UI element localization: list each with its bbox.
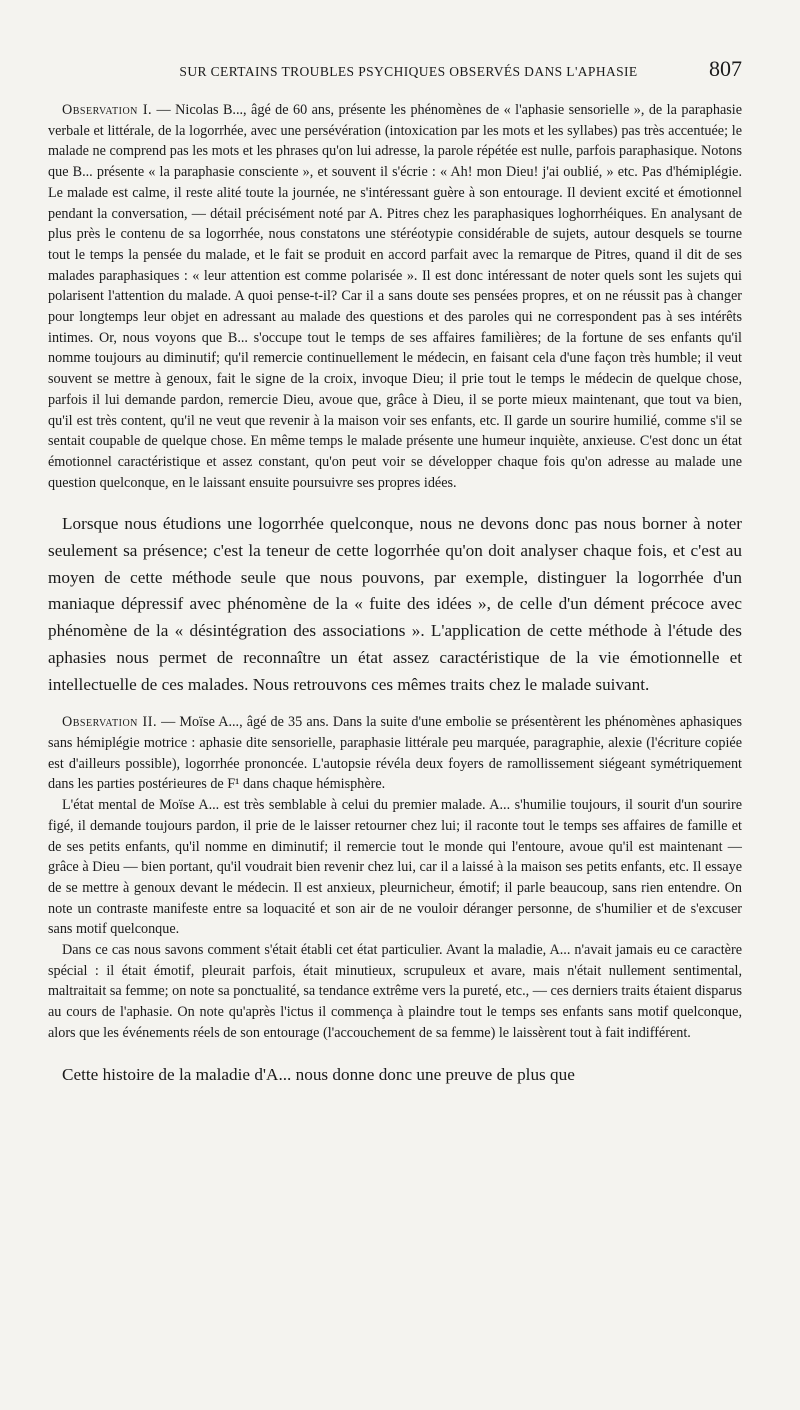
page	[48, 56, 742, 1088]
running-head	[48, 56, 742, 92]
observation-2-text: — Moïse A..., âgé de 35 ans. Dans la suite d'une embolie se présentèrent les phénomènes aphasiques sans hémiplégie motrice : aphasie dite sensorielle, paraphasie littérale peu marquée, paragraphie, alexie (l'écriture copiée est d'ailleurs possible), logorrhée prononcée. L'autopsie révéla deux foyers de ramollissement siégeant symétriquement dans les parties postérieures de F¹ dans chaque hémisphère.	[48, 714, 742, 793]
running-title: SUR CERTAINS TROUBLES PSYCHIQUES OBSERVÉS DANS L'APHASIE	[179, 64, 638, 79]
observation-1-text: — Nicolas B..., âgé de 60 ans, présente les phénomènes de « l'aphasie sensorielle », de la paraphasie verbale et littérale, de la logorrhée, avec une persévération (intoxication par les mots et les syllabes) pas très accentuée; le malade ne comprend pas les mots et les phrases qu'on lui adresse, la parole répétée est nulle, parfois paraphasique. Notons que B... présente « la paraphasie consciente », et souvent il s'écrie : « Ah! mon Dieu! j'ai oublié, » etc. Pas d'hémiplégie. Le malade est calme, il reste alité toute la journée, ne s'intéressant guère à son entourage. Il devient excité et émotionnel pendant la conversation, — détail précisément noté par A. Pitres chez les paraphasiques loghorrhéiques. En analysant de plus près le contenu de sa logorrhée, nous constatons une stéréotypie considérable de sujets, autour desquels se tourne tout le temps la pensée du malade, et le fait se produit en accord parfait avec la remarque de Pitres, quand il dit de ses malades paraphasiques : « leur attention est comme polarisée ». Il est donc intéressant de noter quels sont les sujets qui polarisent l'attention du malade. A quoi pense-t-il? Car il a sans doute ses pensées propres, et on ne réussit pas à changer pour longtemps leur objet en adressant au malade des questions et des paroles qui ne correspondent pas à ses intérêts intimes. Or, nous voyons que B... s'occupe tout le temps de ses affaires familières; de la fortune de ses enfants qu'il nomme toujours au diminutif; qu'il remercie continuellement le médecin, en faisant cela d'une façon très humble; il veut souvent se mettre à genoux, fait le signe de la croix, invoque Dieu; il prie tout le temps le médecin de quelque chose, parfois il lui demande pardon, remercie Dieu, avoue que, grâce à Dieu, il se porte mieux maintenant, que tout va bien, qu'il est très content, qu'il ne veut que revenir à la maison voir ses enfants, etc. Il garde un sourire humilié, comme s'il se sentait coupable de quelque chose. En même temps le malade présente une humeur inquiète, anxieuse. C'est donc un état émotionnel caractéristique et assez constant, qu'on peut voir se développer chaque fois qu'on adresse au malade une question quelconque, en le laissant ensuite poursuivre ses propres idées.	[48, 102, 743, 491]
observation-2-p1	[48, 712, 742, 795]
observation-2-label: Observation II.	[62, 714, 157, 731]
observation-1-label: Observation I.	[62, 102, 153, 118]
observation-2-p2: L'état mental de Moïse A... est très semblable à celui du premier malade. A... s'humilie toujours, il sourit d'un sourire figé, il demande toujours pardon, il prie de le laisser retourner chez lui; il raconte tout le temps ses affaires de famille et de ses petits enfants, qu'il nomme en diminutif; il remercie tout le monde qui l'entoure, avoue qu'il est maintenant — grâce à Dieu — bien portant, qu'il voudrait bien revenir chez lui, car il a laissé à la maison ses petits enfants, etc. Il essaye de se mettre à genoux devant le médecin. Il est anxieux, pleurnicheur, émotif; il parle beaucoup, sans rien entendre. On note un contraste manifeste entre sa loquacité et son air de ne vouloir déranger personne, de s'humilier et de s'excuser sans motif quelconque.	[48, 797, 742, 938]
page-number: 807	[709, 56, 742, 81]
final-paragraph: Cette histoire de la maladie d'A... nous donne donc une preuve de plus que	[62, 1064, 575, 1084]
observation-1	[48, 100, 742, 493]
main-paragraph: Lorsque nous étudions une logorrhée quelconque, nous ne devons donc pas nous borner à noter seulement sa présence; c'est la teneur de cette logorrhée qu'on doit analyser chaque fois, et c'est au moyen de cette méthode seule que nous pouvons, par exemple, distinguer la logorrhée d'un maniaque dépressif avec phénomène de la « fuite des idées », de celle d'un dément précoce avec phénomène de la « désintégration des associations ». L'application de cette méthode à l'étude des aphasies nous permet de reconnaître un état assez caractéristique de la vie émotionnelle et intellectuelle de ces malades. Nous retrouvons ces mêmes traits chez le malade suivant.	[48, 514, 742, 694]
observation-2-p3: Dans ce cas nous savons comment s'était établi cet état particulier. Avant la maladie, A... n'avait jamais eu ce caractère spécial : il était émotif, pleurait parfois, était minutieux, scrupuleux et avare, mais n'était nullement sentimental, maltraitait sa femme; on note sa ponctualité, sa tendance extrême vers la pureté, etc., — ces derniers traits étaient disparus au cours de l'aphasie. On note qu'après l'ictus il commença à plaindre tout le temps ses enfants sans motif quelconque, alors que les événements réels de son entourage (l'accouchement de sa femme) le laissèrent tout à fait indifférent.	[48, 942, 742, 1041]
